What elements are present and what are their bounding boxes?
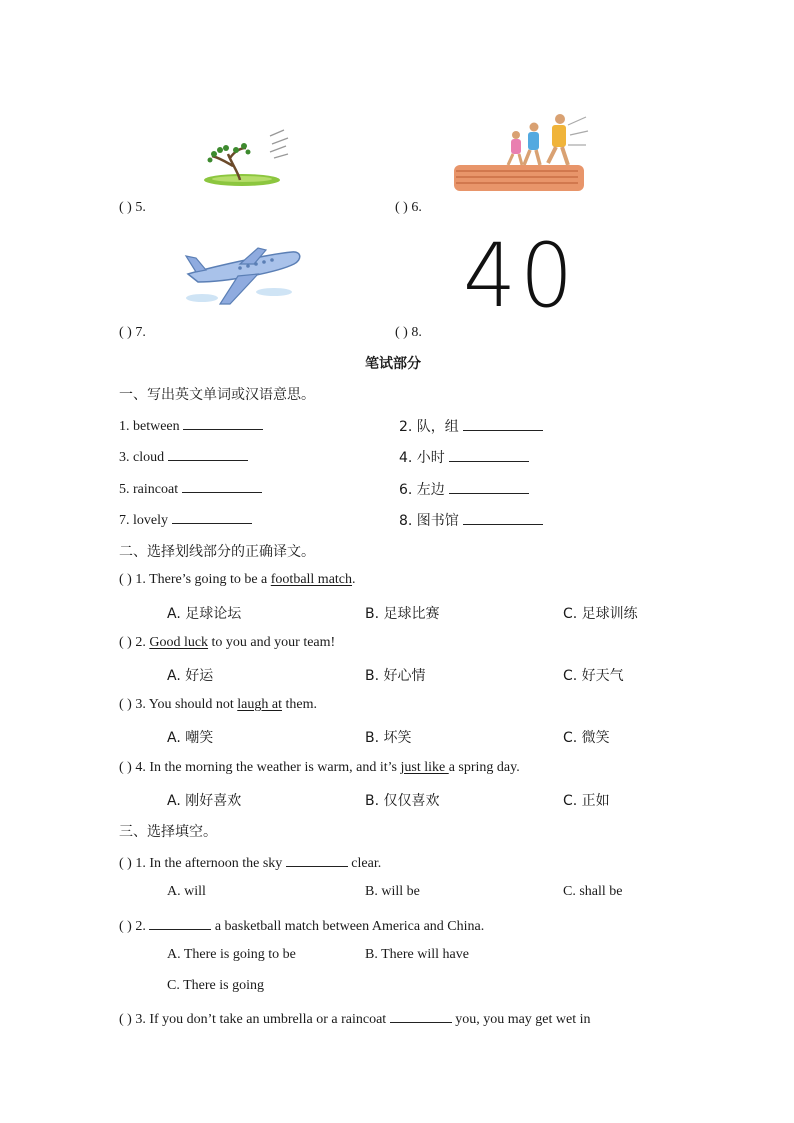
vocab-item-3: 3. cloud: [119, 447, 248, 466]
s3-q1-option-c[interactable]: C. shall be: [563, 884, 623, 899]
answer-blank[interactable]: [449, 480, 529, 494]
vocab-item-2: 2. 队，组: [399, 416, 543, 436]
picture-8-label: ( ) 8.: [395, 325, 422, 340]
section-title-written: 笔试部分: [365, 356, 421, 372]
s2-question-1: ( ) 1. There’s going to be a football match.: [119, 572, 356, 587]
section2-title: 二、选择划线部分的正确译文。: [119, 544, 315, 560]
s2-q3-option-b[interactable]: B. 坏笑: [365, 730, 412, 746]
vocab-item-5: 5. raincoat: [119, 479, 262, 498]
s2-question-3: ( ) 3. You should not laugh at them.: [119, 697, 317, 712]
s3-q1-option-a[interactable]: A. will: [167, 884, 206, 899]
answer-blank[interactable]: [172, 510, 252, 524]
s2-q4-option-a[interactable]: A. 刚好喜欢: [167, 793, 242, 809]
s3-q2-option-c[interactable]: C. There is going: [167, 978, 264, 993]
s2-q2-option-c[interactable]: C. 好天气: [563, 668, 624, 684]
vocab-item-4: 4. 小时: [399, 447, 529, 467]
s2-q4-option-b[interactable]: B. 仅仅喜欢: [365, 793, 440, 809]
s3-q1-option-b[interactable]: B. will be: [365, 884, 420, 899]
runners-icon: [450, 105, 590, 197]
s3-question-1: ( ) 1. In the afternoon the sky clear.: [119, 853, 381, 872]
s2-q2-option-a[interactable]: A. 好运: [167, 668, 214, 684]
s2-q3-option-c[interactable]: C. 微笑: [563, 730, 610, 746]
s2-q3-option-a[interactable]: A. 嘲笑: [167, 730, 214, 746]
s2-q4-option-c[interactable]: C. 正如: [563, 793, 610, 809]
s3-q2-option-a[interactable]: A. There is going to be: [167, 947, 296, 962]
answer-blank[interactable]: [390, 1009, 452, 1023]
answer-blank[interactable]: [183, 416, 263, 430]
section3-title: 三、选择填空。: [119, 824, 217, 840]
answer-blank[interactable]: [449, 448, 529, 462]
answer-blank[interactable]: [182, 479, 262, 493]
windy-tree-icon: [200, 128, 296, 190]
answer-blank[interactable]: [286, 853, 348, 867]
picture-6-label: ( ) 6.: [395, 200, 422, 215]
airplane-icon: [168, 224, 324, 334]
s2-question-4: ( ) 4. In the morning the weather is warm, and it’s just like a spring day.: [119, 760, 520, 775]
vocab-item-8: 8. 图书馆: [399, 510, 543, 530]
answer-blank[interactable]: [149, 916, 211, 930]
section1-title: 一、写出英文单词或汉语意思。: [119, 387, 315, 403]
s3-question-2: ( ) 2. a basketball match between America and China.: [119, 916, 484, 935]
answer-blank[interactable]: [168, 447, 248, 461]
vocab-item-7: 7. lovely: [119, 510, 252, 529]
vocab-item-6: 6. 左边: [399, 479, 529, 499]
s2-question-2: ( ) 2. Good luck to you and your team!: [119, 635, 336, 650]
number-40-icon: 40: [462, 224, 577, 327]
vocab-item-1: 1. between: [119, 416, 263, 435]
s2-q1-option-b[interactable]: B. 足球比赛: [365, 606, 440, 622]
s3-question-3: ( ) 3. If you don’t take an umbrella or a raincoat you, you may get wet in: [119, 1009, 591, 1028]
picture-5-label: ( ) 5.: [119, 200, 146, 215]
picture-7-label: ( ) 7.: [119, 325, 146, 340]
s2-q1-option-c[interactable]: C. 足球训练: [563, 606, 638, 622]
s2-q1-option-a[interactable]: A. 足球论坛: [167, 606, 242, 622]
answer-blank[interactable]: [463, 417, 543, 431]
answer-blank[interactable]: [463, 511, 543, 525]
s2-q2-option-b[interactable]: B. 好心情: [365, 668, 426, 684]
s3-q2-option-b[interactable]: B. There will have: [365, 947, 469, 962]
